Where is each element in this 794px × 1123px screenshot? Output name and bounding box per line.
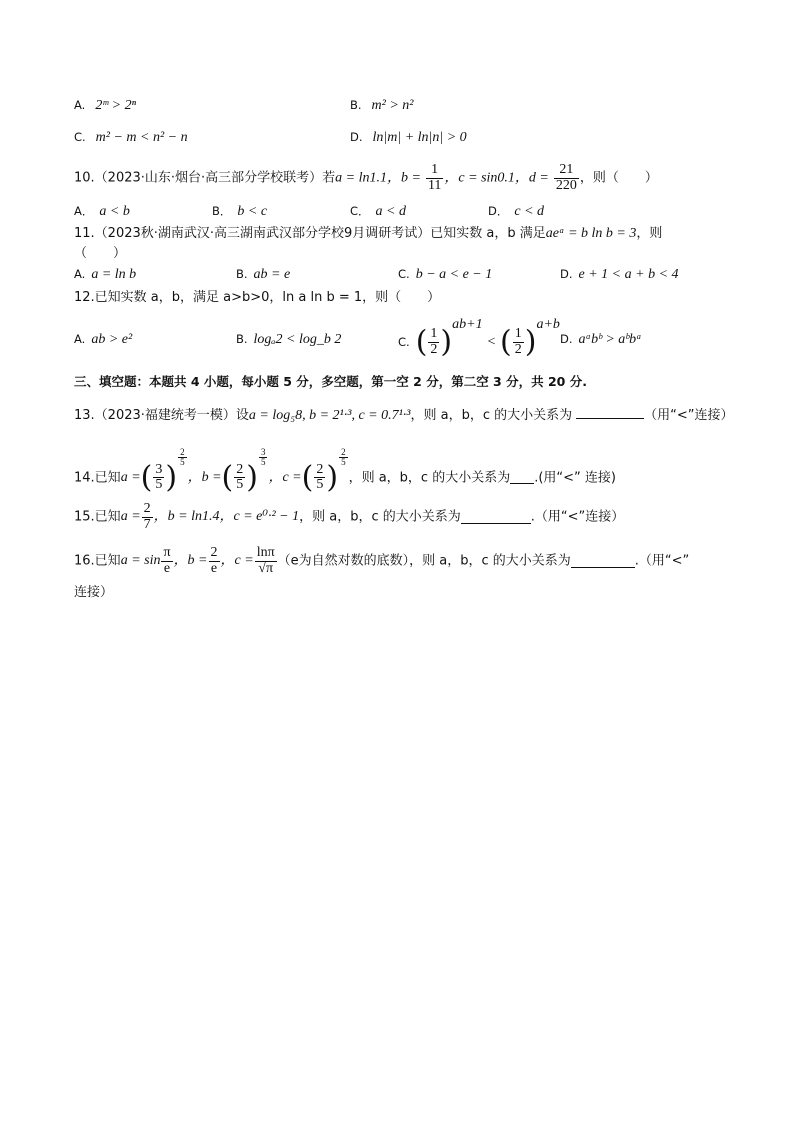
q13-tail: ，则 a，b，c 的大小关系为	[410, 408, 573, 423]
q11-answer-paren	[74, 247, 126, 260]
option-label: A．	[74, 204, 94, 218]
option-expr: e + 1 < a + b < 4	[578, 267, 679, 282]
q9-option-b[interactable]	[350, 99, 413, 113]
q12-option-d[interactable]	[560, 333, 642, 347]
q10-b-fraction: $\frac{1}{11}$	[427, 162, 442, 193]
q11-tail: ，则	[636, 226, 663, 241]
q13-after: （用“<”连接）	[644, 408, 734, 423]
q12-option-c[interactable]: C. ( $\frac{1}{2}$ )$^{ab+1}$ < ( $\frac{1}{2}$ )$^{a+b}$	[398, 317, 560, 360]
option-label: B.	[350, 98, 362, 112]
q12-c-half-1: $\frac{1}{2}$	[430, 326, 438, 357]
q14-head: 14.已知	[74, 470, 121, 486]
answer-paren: （ ）	[74, 246, 127, 261]
option-expr: a < b	[99, 204, 130, 219]
q9-option-a[interactable]	[74, 99, 136, 113]
option-expr: aᵃbᵇ > aᵇbᵃ	[578, 332, 642, 347]
q9-option-c[interactable]	[74, 131, 188, 145]
q12-c-exp2: a+b	[536, 317, 560, 332]
q16-b-fraction: $\frac{2}{e}$	[210, 545, 218, 576]
q10-a: a = ln1.1，b =	[335, 170, 421, 186]
option-expr: ln|m| + ln|n| > 0	[372, 130, 467, 145]
q10-option-c[interactable]	[350, 205, 406, 219]
option-expr: ab = e	[253, 267, 291, 282]
q15-stem: 15.已知a = $\frac{2}{7}$ ，b = ln1.4，c = e⁰·² − 1，则 a，b，c 的大小关系为 .（用“<”连接）	[74, 501, 625, 532]
option-label: D.	[560, 332, 573, 346]
q16-b-pre: ，b =	[173, 553, 208, 569]
q11-option-c[interactable]	[398, 268, 492, 282]
q12-option-b[interactable]	[236, 333, 341, 347]
q11-condition: aeᵃ = b ln b = 3	[545, 226, 637, 241]
option-expr: a < d	[375, 204, 406, 219]
q13-answer-blank[interactable]	[576, 406, 644, 419]
q13-expr: a = log₅8, b = 2¹·³, c = 0.7¹·³	[248, 408, 411, 423]
option-label: C.	[74, 130, 86, 144]
q14-after: .(用“<” 连接)	[534, 470, 616, 486]
q16-after: .（用“<”	[634, 553, 690, 569]
option-expr: m² − m < n² − n	[95, 130, 188, 145]
q10-option-b[interactable]	[212, 205, 267, 219]
q16-head: 16.已知	[74, 553, 121, 569]
q10-tail: ，则（ ）	[579, 170, 658, 186]
q16-answer-blank[interactable]	[571, 555, 635, 568]
q11-option-a[interactable]	[74, 268, 136, 282]
q14-c-fraction: $\frac{2}{5}$	[316, 461, 324, 493]
option-expr: logₐ2 < log_b 2	[253, 332, 342, 347]
option-label: A.	[74, 98, 86, 112]
q16-c-fraction: $\frac{\ln\pi}{√\pi}$	[256, 545, 275, 576]
option-label: C.	[398, 267, 410, 281]
q16-stem	[74, 546, 689, 576]
q13-stem	[74, 406, 734, 423]
q14-a-exponent: $\frac{2}{5}$	[180, 447, 185, 468]
q9-option-d[interactable]	[350, 131, 467, 145]
q15-tail: ，则 a，b，c 的大小关系为	[299, 509, 461, 525]
q11-stem	[74, 227, 662, 241]
q16-c-pre: ，c =	[220, 553, 254, 569]
q10-c: ，c = sin0.1，d =	[444, 170, 549, 186]
option-label: C.	[398, 334, 410, 349]
q15-answer-blank[interactable]	[461, 511, 531, 524]
q14-b-fraction: $\frac{2}{5}$	[236, 461, 244, 493]
q12-stem	[74, 291, 440, 304]
option-expr: m² > n²	[371, 98, 414, 113]
option-expr: ab > e²	[91, 332, 133, 347]
option-label: B.	[236, 332, 248, 346]
q13-head: 13.（2023·福建统考一模）设	[74, 408, 249, 423]
option-label: A.	[74, 332, 86, 346]
q14-tail: ，则 a，b，c 的大小关系为	[348, 470, 511, 486]
q10-stem	[74, 163, 658, 193]
q10-d-fraction: $\frac{21}{220}$	[555, 162, 577, 193]
q14-answer-blank[interactable]	[510, 471, 534, 484]
q10-option-a[interactable]	[74, 205, 130, 219]
q12-option-a[interactable]	[74, 333, 132, 347]
q15-after: .（用“<”连接）	[530, 509, 625, 525]
q11-head: 11.（2023秋·湖南武汉·高三湖南武汉部分学校9月调研考试）已知实数 a，b 满足	[74, 226, 546, 241]
option-expr: b − a < e − 1	[415, 267, 493, 282]
option-label: D．	[488, 204, 509, 218]
q10-option-d[interactable]	[488, 205, 544, 219]
option-label: B.	[236, 267, 248, 281]
option-expr: a = ln b	[91, 267, 137, 282]
q12-c-half-2: $\frac{1}{2}$	[514, 326, 522, 357]
section-heading: 三、填空题：本题共 4 小题，每小题 5 分，多空题，第一空 2 分，第二空 3 分，共 20 分.	[74, 374, 587, 389]
q14-c-exponent: $\frac{2}{5}$	[341, 447, 346, 468]
q16-tail: （e为自然对数的底数），则 a，b，c 的大小关系为	[277, 553, 571, 569]
option-expr: b < c	[237, 204, 268, 219]
q16-a-pre: a = sin	[120, 553, 161, 569]
option-label: C．	[350, 204, 370, 218]
option-label: D.	[350, 130, 363, 144]
option-label: D.	[560, 267, 573, 281]
option-label: B．	[212, 204, 232, 218]
q12-c-exp1: ab+1	[452, 317, 483, 332]
q12-c-lt: <	[486, 334, 497, 350]
q16-continuation: 连接）	[74, 585, 114, 600]
q12-head: 12.已知实数 a，b，满足 a>b>0，ln a ln b = 1，则（ ）	[74, 290, 441, 305]
q14-a-fraction: $\frac{3}{5}$	[155, 461, 163, 493]
option-expr: c < d	[514, 204, 545, 219]
option-expr: 2ᵐ > 2ⁿ	[95, 98, 137, 113]
q11-option-d[interactable]	[560, 268, 679, 282]
q14-stem: 14.已知a =( $\frac{3}{5}$ ) $\frac{2}{5}$ ，b =( $\frac{2}{5}$ ) $\frac{3}{5}$ ，c =( $\frac{2}{5}$ ) $\frac{2}{5}$ ，则 a，b，c 的大小关系为 .(用“<” 连接)	[74, 447, 616, 495]
q16-a-fraction: $\frac{\pi}{e}$	[163, 545, 171, 576]
q10-head: 10.（2023·山东·烟台·高三部分学校联考）若	[74, 170, 336, 186]
option-label: A.	[74, 267, 86, 281]
q14-b-exponent: $\frac{3}{5}$	[260, 447, 266, 468]
q15-head: 15.已知	[74, 509, 121, 525]
q15-a-fraction: $\frac{2}{7}$	[143, 501, 151, 532]
q11-option-b[interactable]	[236, 268, 290, 282]
q15-mid: ，b = ln1.4，c = e⁰·² − 1	[153, 509, 300, 525]
